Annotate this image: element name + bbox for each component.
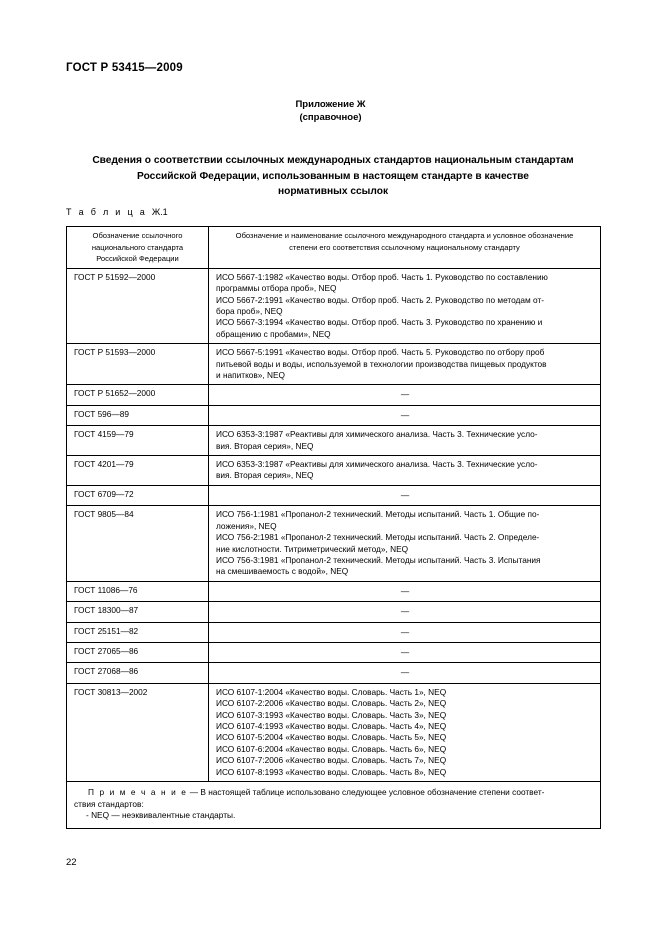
table-header-row: [67, 227, 601, 269]
cell-no-correspondence-dash: [209, 581, 601, 601]
cell-text-line: ИСО 6107-7:2006 «Качество воды. Словарь. Часть 7», NEQ: [216, 755, 447, 766]
cell-international-standard: [209, 268, 601, 343]
table-row: [67, 485, 601, 505]
cell-text-line: —: [400, 409, 410, 420]
cell-text-line: ИСО 6107-2:2006 «Качество воды. Словарь. Часть 2», NEQ: [216, 698, 447, 709]
cell-text-line: вия. Вторая серия», NEQ: [216, 440, 314, 451]
table-row: [67, 426, 601, 456]
table-caption-label: Т а б л и ц а: [66, 207, 147, 217]
annex-type: (справочное): [299, 112, 362, 123]
cell-text-line: и напитков», NEQ: [216, 370, 286, 381]
cell-text-line: ИСО 6107-5:2004 «Качество воды. Словарь. Часть 5», NEQ: [216, 732, 447, 743]
cell-text-line: ИСО 5667-3:1994 «Качество воды. Отбор проб. Часть 3. Руководство по хранению и: [216, 317, 543, 328]
table-row: [67, 581, 601, 601]
cell-text-line: ИСО 6353-3:1987 «Реактивы для химического анализа. Часть 3. Технические усло-: [216, 459, 538, 470]
table-row: [67, 405, 601, 425]
table-row: [67, 506, 601, 581]
cell-text-line: программы отбора проб», NEQ: [216, 283, 337, 294]
cell-national-standard-code: ГОСТ 596—89: [67, 405, 209, 425]
cell-national-standard-code: ГОСТ Р 51593—2000: [67, 344, 209, 385]
cell-national-standard-code: ГОСТ 18300—87: [67, 602, 209, 622]
document-header-standard-number: ГОСТ Р 53415—2009: [66, 62, 183, 74]
table-note-line-1: — В настоящей таблице использовано следующее условное обозначение степени соответ-: [189, 787, 545, 797]
cell-no-correspondence-dash: [209, 602, 601, 622]
table-row: [67, 268, 601, 343]
cell-text-line: —: [400, 585, 410, 596]
table-caption-number: Ж.1: [151, 207, 168, 217]
table-row: [67, 642, 601, 662]
cell-text-line: ИСО 6107-1:2004 «Качество воды. Словарь. Часть 1», NEQ: [216, 686, 447, 697]
cell-text-line: ИСО 756-2:1981 «Пропанол-2 технический. Методы испытаний. Часть 2. Определе-: [216, 532, 540, 543]
cell-text-line: на смешиваемость с водой», NEQ: [216, 566, 349, 577]
table-note-line-3: - NEQ — неэквивалентные стандарты.: [86, 810, 236, 821]
cell-text-line: ложения», NEQ: [216, 520, 277, 531]
cell-no-correspondence-dash: [209, 385, 601, 405]
table-header: [67, 227, 601, 269]
cell-text-line: —: [400, 606, 410, 617]
table-row: [67, 456, 601, 486]
table-footer: [67, 782, 601, 829]
cell-text-line: бора проб», NEQ: [216, 306, 283, 316]
cell-text-line: —: [400, 389, 410, 400]
cell-text-line: ИСО 6107-4:1993 «Качество воды. Словарь. Часть 4», NEQ: [216, 720, 447, 731]
cell-national-standard-code: ГОСТ 27068—86: [67, 663, 209, 683]
reference-standards-table: [66, 226, 601, 829]
page-title-line-3: нормативных ссылок: [277, 186, 389, 197]
table-note-label: П р и м е ч а н и е: [88, 787, 188, 797]
cell-national-standard-code: ГОСТ 30813—2002: [67, 683, 209, 781]
cell-text-line: —: [400, 489, 410, 500]
cell-text-line: ИСО 6107-8:1993 «Качество воды. Словарь. Часть 8», NEQ: [216, 766, 447, 777]
table-row: [67, 602, 601, 622]
cell-no-correspondence-dash: [209, 663, 601, 683]
page-number: 22: [66, 857, 77, 868]
cell-text-line: ИСО 6107-3:1993 «Качество воды. Словарь. Часть 3», NEQ: [216, 709, 447, 720]
cell-national-standard-code: ГОСТ 11086—76: [67, 581, 209, 601]
cell-text-line: питьевой воды и воды, используемой в технологии производства пищевых продуктов: [216, 358, 547, 369]
cell-national-standard-code: ГОСТ 4201—79: [67, 456, 209, 486]
table-row: [67, 663, 601, 683]
cell-text-line: вия. Вторая серия», NEQ: [216, 470, 314, 481]
cell-text-line: —: [400, 667, 410, 678]
column-header-national-standard: Обозначение ссылочного национального стандарта Российской Федерации: [67, 227, 209, 269]
table-row: [67, 385, 601, 405]
cell-text-line: ИСО 6107-6:2004 «Качество воды. Словарь. Часть 6», NEQ: [216, 743, 447, 754]
cell-text-line: ИСО 5667-5:1991 «Качество воды. Отбор проб. Часть 5. Руководство по отбору проб: [216, 347, 545, 358]
cell-national-standard-code: ГОСТ Р 51652—2000: [67, 385, 209, 405]
cell-no-correspondence-dash: [209, 622, 601, 642]
page-title-line-1: Сведения о соответствии ссылочных международных стандартов национальным стандартам: [92, 155, 574, 166]
cell-text-line: обращению с пробами», NEQ: [216, 328, 331, 339]
cell-text-line: ИСО 6353-3:1987 «Реактивы для химического анализа. Часть 3. Технические усло-: [216, 429, 538, 440]
cell-national-standard-code: ГОСТ 27065—86: [67, 642, 209, 662]
cell-national-standard-code: ГОСТ 4159—79: [67, 426, 209, 456]
cell-text-line: ИСО 5667-1:1982 «Качество воды. Отбор проб. Часть 1. Руководство по составлению: [216, 271, 548, 282]
cell-international-standard: [209, 426, 601, 456]
cell-no-correspondence-dash: [209, 485, 601, 505]
cell-text-line: ИСО 5667-2:1991 «Качество воды. Отбор проб. Часть 2. Руководство по методам от-: [216, 294, 545, 305]
cell-national-standard-code: ГОСТ 25151—82: [67, 622, 209, 642]
cell-international-standard: [209, 683, 601, 781]
cell-text-line: —: [400, 646, 410, 657]
page-title: [66, 153, 600, 200]
cell-text-line: ИСО 756-1:1981 «Пропанол-2 технический. Методы испытаний. Часть 1. Общие по-: [216, 509, 540, 520]
page-title-line-2: Российской Федерации, использованным в настоящем стандарте в качестве: [137, 170, 529, 182]
table-note-line-2: ствия стандартов:: [74, 798, 144, 809]
cell-text-line: ние кислотности. Титриметрический метод», NEQ: [216, 543, 409, 554]
cell-national-standard-code: ГОСТ 6709—72: [67, 485, 209, 505]
table-body: [67, 268, 601, 781]
cell-international-standard: [209, 344, 601, 385]
cell-no-correspondence-dash: [209, 642, 601, 662]
cell-text-line: ИСО 756-3:1981 «Пропанол-2 технический. Методы испытаний. Часть 3. Испытания: [216, 554, 541, 565]
table-caption: [66, 207, 168, 217]
cell-no-correspondence-dash: [209, 405, 601, 425]
table-note-row: [67, 782, 601, 829]
cell-national-standard-code: ГОСТ Р 51592—2000: [67, 268, 209, 343]
table-note: [67, 782, 601, 829]
annex-heading-block: [0, 98, 661, 124]
cell-national-standard-code: ГОСТ 9805—84: [67, 506, 209, 581]
cell-international-standard: [209, 456, 601, 486]
table-row: [67, 622, 601, 642]
table-row: [67, 344, 601, 385]
column-header-international-standard: Обозначение и наименование ссылочного международного стандарта и условное обозначение степени его соответствия ссылочному национальному стандарту: [209, 227, 601, 269]
cell-text-line: —: [400, 626, 410, 637]
table-row: [67, 683, 601, 781]
annex-label: Приложение Ж: [295, 99, 366, 110]
cell-international-standard: [209, 506, 601, 581]
